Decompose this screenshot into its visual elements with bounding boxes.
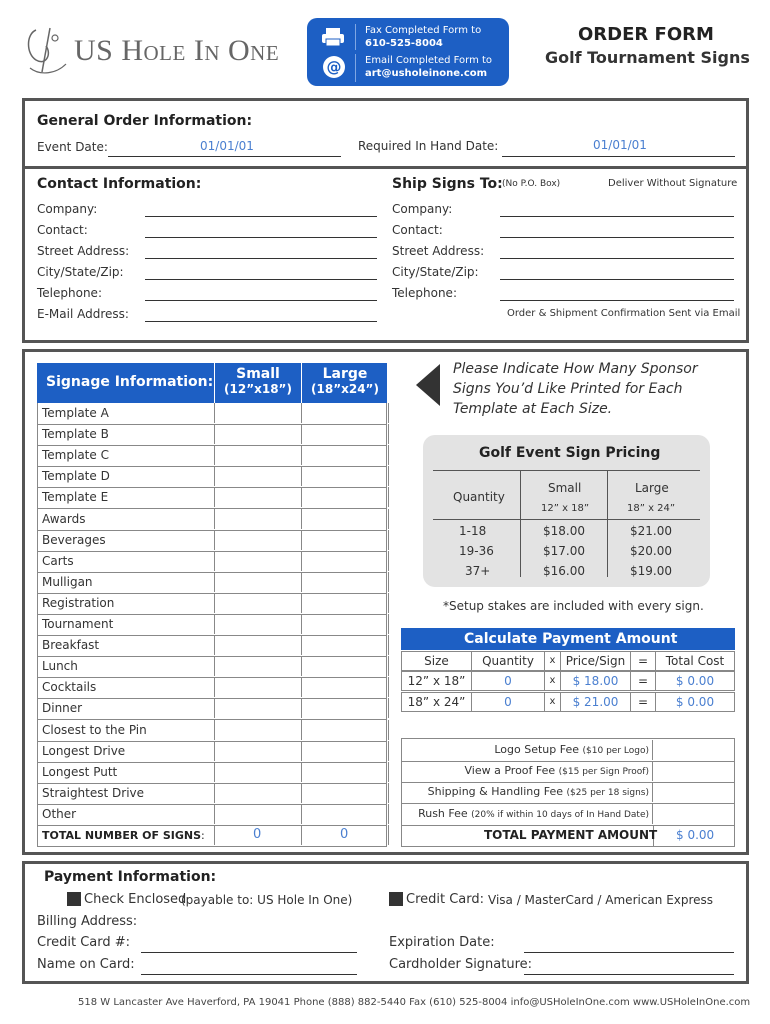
name-on-card-label: Name on Card: [37, 957, 135, 972]
email-address[interactable]: art@usholeinone.com [365, 68, 488, 79]
fee-detail: (20% if within 10 days of In Hand Date) [471, 809, 649, 820]
golf-swing-logo-icon [22, 24, 72, 78]
fee-label: Rush Fee [418, 806, 468, 820]
deliver-note: Deliver Without Signature [608, 178, 738, 189]
calc-col-price: Price/Sign [560, 651, 631, 671]
small-qty-input[interactable] [214, 466, 301, 486]
large-qty-input[interactable] [301, 741, 389, 761]
signage-item-label: Mulligan [42, 574, 93, 589]
signage-item-label: Cocktails [42, 680, 97, 695]
cc-number-label: Credit Card #: [37, 935, 131, 950]
pricing-box [423, 435, 710, 587]
pricing-small-price: $18.00 [543, 524, 585, 538]
pricing-qty-header: Quantity [453, 490, 505, 504]
fee-amount-input[interactable] [652, 782, 735, 802]
large-qty-input[interactable] [301, 656, 389, 676]
large-col-header [301, 363, 388, 403]
total-signs-label: TOTAL NUMBER OF SIGNS [42, 829, 202, 842]
check-label: Check Enclosed [84, 892, 187, 907]
inhand-date-value: 01/01/01 [593, 138, 647, 152]
ship-field-input[interactable] [500, 237, 734, 238]
fee-amount-input[interactable] [652, 761, 735, 781]
ship-field-input[interactable] [500, 279, 734, 280]
large-qty-input[interactable] [301, 762, 389, 782]
small-qty-input[interactable] [214, 635, 301, 655]
signage-row [37, 572, 387, 594]
large-qty-input[interactable] [301, 804, 389, 824]
contact-field-label: City/State/Zip: [37, 265, 124, 279]
contact-field-label: E-Mail Address: [37, 307, 129, 321]
pricing-qty: 37+ [465, 564, 491, 578]
email-icon-box [313, 54, 356, 82]
fee-row [401, 761, 735, 783]
small-qty-input[interactable] [214, 804, 301, 824]
large-qty-input[interactable] [301, 698, 389, 718]
event-date-value: 01/01/01 [200, 139, 254, 153]
pricing-small-price: $17.00 [543, 544, 585, 558]
calc-col-total: Total Cost [655, 651, 735, 671]
small-qty-input[interactable] [214, 445, 301, 465]
signage-item-label: Closest to the Pin [42, 722, 147, 737]
arrow-left-icon [416, 364, 440, 406]
large-qty-input[interactable] [301, 530, 389, 550]
event-date-field[interactable] [108, 156, 341, 157]
signage-row [37, 593, 387, 615]
signage-row [37, 424, 387, 446]
pricing-large-header: Large [635, 481, 669, 495]
calc-x: x [544, 692, 561, 712]
signage-row [37, 530, 387, 552]
large-qty-input[interactable] [301, 403, 389, 423]
pricing-large-price: $20.00 [630, 544, 672, 558]
small-qty-input[interactable] [214, 509, 301, 529]
contact-field-input[interactable] [145, 279, 377, 280]
check-detail: (payable to: US Hole In One) [181, 893, 353, 907]
signage-item-label: Straightest Drive [42, 785, 145, 800]
contact-field-input[interactable] [145, 237, 377, 238]
contact-heading: Contact Information: [37, 176, 202, 192]
pricing-col-line-1 [520, 471, 521, 577]
check-checkbox[interactable] [67, 892, 81, 906]
total-small-value: 0 [253, 827, 262, 842]
total-large-cell [301, 825, 389, 845]
small-col-header [214, 363, 301, 403]
calc-heading: Calculate Payment Amount [464, 631, 678, 647]
pricing-heading: Golf Event Sign Pricing [479, 445, 661, 461]
calc-col-x: x [544, 651, 561, 671]
signage-item-label: Template C [42, 448, 109, 463]
large-qty-input[interactable] [301, 509, 389, 529]
calc-qty-input[interactable]: 0 [471, 671, 545, 691]
credit-label: Credit Card: [406, 892, 485, 907]
section-divider [22, 166, 749, 169]
calc-col-qty: Quantity [471, 651, 545, 671]
total-signs-colon: : [201, 829, 205, 842]
signage-item-label: Other [42, 806, 77, 821]
payment-heading: Payment Information: [44, 869, 217, 885]
signage-item-label: Template D [42, 469, 110, 484]
fee-detail: ($10 per Logo) [582, 746, 649, 756]
fax-icon [321, 27, 345, 47]
contact-field-input[interactable] [145, 216, 377, 217]
contact-field-label: Contact: [37, 223, 88, 237]
fee-label: View a Proof Fee [464, 764, 556, 778]
signage-row [37, 804, 387, 826]
signage-row [37, 635, 387, 657]
calc-size: 12” x 18” [401, 671, 472, 691]
pricing-small-header: Small [548, 481, 582, 495]
small-qty-input[interactable] [214, 424, 301, 444]
inhand-date-label: Required In Hand Date: [358, 139, 499, 153]
contact-field-label: Street Address: [37, 244, 130, 258]
signage-item-label: Template B [42, 427, 109, 442]
contact-field-label: Company: [37, 202, 98, 216]
pricing-divider-mid [433, 519, 700, 520]
calc-eq: = [630, 671, 656, 691]
large-qty-input[interactable] [301, 572, 389, 592]
signature-label: Cardholder Signature: [389, 957, 533, 972]
instruction-text: Please Indicate How Many Sponsor Signs You’d Like Printed for Each Template at Each Size. [453, 361, 698, 417]
small-qty-input[interactable] [214, 572, 301, 592]
large-qty-input[interactable] [301, 720, 389, 740]
signage-heading: Signage Information: [46, 374, 214, 390]
calc-price: $ 21.00 [560, 692, 631, 712]
large-qty-input[interactable] [301, 551, 389, 571]
ship-field-input[interactable] [500, 300, 734, 301]
signage-item-label: Carts [42, 553, 74, 568]
signage-row [37, 487, 387, 509]
signage-row [37, 656, 387, 678]
small-qty-input[interactable] [214, 741, 301, 761]
signage-row [37, 509, 387, 531]
calc-x: x [544, 671, 561, 691]
ship-heading: Ship Signs To: [392, 176, 503, 192]
pricing-col-line-2 [607, 471, 608, 577]
signage-row [37, 403, 387, 425]
small-col-size: (12”x18”) [224, 382, 292, 396]
signage-row [37, 741, 387, 763]
signage-item-label: Awards [42, 511, 86, 526]
fee-amount-input[interactable] [652, 804, 735, 824]
signage-row [37, 445, 387, 467]
contact-field-input[interactable] [145, 258, 377, 259]
small-qty-input[interactable] [214, 720, 301, 740]
signage-item-label: Dinner [42, 701, 83, 716]
fax-icon-box [313, 24, 356, 50]
ship-field-label: City/State/Zip: [392, 265, 479, 279]
ship-field-input[interactable] [500, 216, 734, 217]
signage-item-label: Lunch [42, 659, 78, 674]
small-qty-input[interactable] [214, 783, 301, 803]
small-qty-input[interactable] [214, 551, 301, 571]
total-small-cell [214, 825, 301, 845]
contact-field-input[interactable] [145, 300, 377, 301]
contact-field-label: Telephone: [37, 286, 102, 300]
calc-total: $ 0.00 [655, 692, 735, 712]
calc-header [401, 628, 735, 650]
signage-row [37, 698, 387, 720]
ship-field-input[interactable] [500, 258, 734, 259]
signage-item-label: Longest Putt [42, 764, 118, 779]
signage-item-label: Tournament [42, 617, 114, 631]
calc-total: $ 0.00 [655, 671, 735, 691]
fee-label: Logo Setup Fee [494, 743, 580, 756]
signature-field[interactable] [524, 974, 734, 975]
small-qty-input[interactable] [214, 487, 301, 507]
logo-text: US Hole In One [74, 34, 280, 67]
expiration-label: Expiration Date: [389, 935, 495, 950]
large-qty-input[interactable] [301, 445, 389, 465]
signage-row [37, 614, 387, 636]
fee-row [401, 782, 735, 804]
logo [22, 24, 280, 80]
pricing-divider-top [433, 470, 700, 471]
name-on-card-field[interactable] [141, 974, 357, 975]
fee-amount-input[interactable] [652, 740, 735, 760]
fee-detail: ($15 per Sign Proof) [558, 767, 649, 778]
calc-col-size: Size [401, 651, 472, 671]
signage-header [37, 363, 387, 403]
billing-label: Billing Address: [37, 914, 138, 929]
expiration-field[interactable] [524, 952, 734, 953]
large-qty-input[interactable] [301, 466, 389, 486]
form-subtitle: Golf Tournament Signs [545, 48, 750, 67]
signage-item-label: Template A [42, 406, 109, 420]
total-payment-label: TOTAL PAYMENT AMOUNT [484, 828, 658, 842]
signage-item-label: Template E [42, 490, 109, 505]
signage-item-label: Longest Drive [42, 743, 126, 758]
small-qty-input[interactable] [214, 762, 301, 782]
calc-price: $ 18.00 [560, 671, 631, 691]
credit-checkbox[interactable] [389, 892, 403, 906]
signage-item-label: Breakfast [42, 638, 100, 653]
event-date-label: Event Date: [37, 140, 108, 154]
fee-row [401, 804, 735, 826]
signage-row [37, 783, 387, 805]
calc-col-eq: = [630, 651, 656, 671]
large-col-label: Large [322, 366, 368, 382]
ship-field-label: Company: [392, 202, 453, 216]
small-qty-input[interactable] [214, 530, 301, 550]
fee-detail: ($25 per 18 signs) [566, 788, 649, 799]
pricing-small-price: $16.00 [543, 564, 585, 578]
contact-box [307, 18, 509, 86]
pricing-small-size: 12” x 18” [541, 503, 590, 514]
pricing-qty: 1-18 [459, 524, 487, 538]
ship-field-label: Telephone: [392, 286, 457, 300]
fee-row [401, 740, 735, 762]
signage-row [37, 466, 387, 488]
large-qty-input[interactable] [301, 677, 389, 697]
ship-po-note: (No P.O. Box) [502, 179, 561, 189]
ship-field-label: Street Address: [392, 244, 485, 258]
stakes-note: *Setup stakes are included with every sign. [443, 599, 704, 613]
large-qty-input[interactable] [301, 593, 389, 613]
calc-qty-input[interactable]: 0 [471, 692, 545, 712]
small-qty-input[interactable] [214, 403, 301, 423]
order-info-panel [22, 98, 749, 343]
total-payment-value: $ 0.00 [676, 828, 715, 842]
signage-item-label: Beverages [42, 532, 106, 547]
at-icon: @ [323, 56, 345, 78]
small-qty-input[interactable] [214, 677, 301, 697]
pricing-large-price: $21.00 [630, 524, 672, 538]
small-qty-input[interactable] [214, 593, 301, 613]
ship-field-label: Contact: [392, 223, 443, 237]
total-signs-row [37, 825, 387, 847]
form-title: ORDER FORM [578, 24, 714, 45]
large-qty-input[interactable] [301, 424, 389, 444]
calc-eq: = [630, 692, 656, 712]
footer-text: 518 W Lancaster Ave Haverford, PA 19041 Phone (888) 882-5440 Fax (610) 525-8004 info@USHoleInOne.com www.USHoleInOne.com [78, 997, 751, 1008]
large-qty-input[interactable] [301, 635, 389, 655]
cc-number-field[interactable] [141, 952, 357, 953]
fax-number: 610-525-8004 [365, 38, 443, 49]
fax-label: Fax Completed Form to [365, 25, 482, 36]
email-label: Email Completed Form to [365, 55, 493, 66]
large-col-size: (18”x24”) [311, 382, 379, 396]
signage-item-label: Registration [42, 595, 115, 610]
general-heading: General Order Information: [37, 113, 253, 129]
contact-field-input[interactable] [145, 321, 377, 322]
pricing-large-price: $19.00 [630, 564, 672, 578]
small-col-label: Small [236, 366, 280, 382]
signage-row [37, 677, 387, 699]
small-qty-input[interactable] [214, 698, 301, 718]
signage-row [37, 551, 387, 573]
small-qty-input[interactable] [214, 614, 301, 634]
fee-label: Shipping & Handling Fee [427, 785, 564, 799]
large-qty-input[interactable] [301, 783, 389, 803]
signage-row [37, 762, 387, 784]
confirmation-note: Order & Shipment Confirmation Sent via Email [507, 308, 741, 319]
calc-size: 18” x 24” [401, 692, 472, 712]
pricing-large-size: 18” x 24” [627, 503, 676, 514]
total-large-value: 0 [340, 827, 349, 842]
pricing-qty: 19-36 [459, 544, 494, 558]
signage-row [37, 720, 387, 742]
inhand-date-field[interactable] [502, 156, 735, 157]
small-qty-input[interactable] [214, 656, 301, 676]
credit-detail: Visa / MasterCard / American Express [488, 893, 714, 907]
large-qty-input[interactable] [301, 487, 389, 507]
large-qty-input[interactable] [301, 614, 389, 634]
